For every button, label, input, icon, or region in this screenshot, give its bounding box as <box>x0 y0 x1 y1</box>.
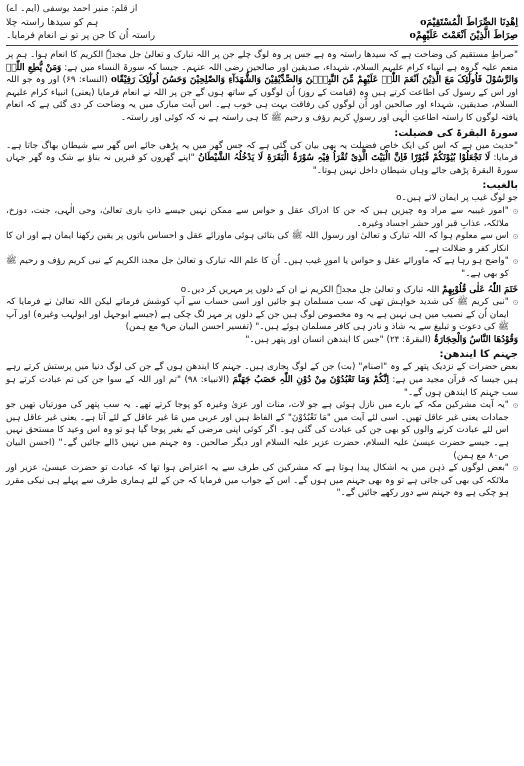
note-3-text: "واضح ہو رہا ہے کہ ماورائے عقل و حواس یا امورِ غیب ہیں۔ اُن کا علم اللہ تبارک و تعالیٰ جل مجدہٗ الکریم کے نبی کریم رؤف و رحیم ﷺ کو بھی ہے۔" <box>6 256 509 279</box>
anbiya-translation: "تم اور اللہ کے سوا جن کی تم عبادت کرتے ہو سب جہنم کا ایندھن ہوں گے۔" <box>6 375 518 398</box>
anbiya-reference: (الانبیاء: ۹۸) <box>184 375 230 386</box>
note-4-text: "نبی کریم ﷺ کی شدید خواہش تھی کہ سب مسلمان ہو جائیں اور اسی حساب سے آپ کوشش فرماتے لیکن اللہ تعالیٰ نے فرمایا کہ ایمان اُن کے نصیب میں ہی نہیں ہے یہ وہ مخصوص لوگ ہیں جن کے دلوں پر مہر لگ چکی ہے (جیسے ابوجہل اور ابولہب وغیرہ) اور آپ ﷺ کی دعوت و تبلیغ سے یہ شاذ و نادر ہی کافر مسلمان ہوئے ہیں۔" <box>6 297 509 333</box>
note-1-text: "امور غیبیہ سے مراد وہ چیزیں ہیں کہ جن کا ادراک عقل و حواس سے ممکن نہیں جیسے ذاتِ باری تعالیٰ، وحی الٰہی، جنت، دوزخ، ملائکہ، عذابِ قبر اور حشر اجساد وغیرہ۔ <box>6 205 509 229</box>
verse-1-arabic: اِھْدِنَا الصِّرَاطَ الْمُسْتَقِیْمَo <box>420 17 518 28</box>
verse-row-1 <box>6 16 518 29</box>
note-2-text: اس سے معلوم ہوا کہ اللہ تبارک و تعالیٰ اور رسول اللہ ﷺ کی بتائی ہوئی ماورائے عقل و احساس باتوں پر یقین رکھنا ایمان ہے اور ان کا انکار کفر و ضلالت ہے۔ <box>6 231 509 254</box>
note-item-6: ۞ "بعض لوگوں کے ذہن میں یہ اشکال پیدا ہوتا ہے کہ مشرکین کی طرف سے یہ اعتراض ہوا تھا کہ عبادت تو حضرت عیسیٰ، عزیر اور ملائکہ کی بھی کی جاتی ہے تو وہ بھی جہنم میں ہوں گے۔ اس کے جواب میں فرمایا کہ جن کے لئے ہماری طرف سے پہلے ہی نیکی مقرر ہو چکی ہے وہ جہنم سے دور رکھے جائیں گے۔" <box>6 463 518 499</box>
waqud-reference: (البقرۃ: ۲۴) <box>386 334 431 345</box>
waqud-arabic: وَقُوْدُھَا النَّاسُ وَالْحِجَارَۃُ <box>433 334 518 345</box>
note-item-5: ۞ "یہ آیت مشرکین مکہ کے بارے میں نازل ہوئی ہے جو لات، منات اور عزیٰ وغیرہ کو پوجا کرتے تھے۔ یہ سب پتھر کی مورتیاں تھیں جو جمادات یعنی غیر عاقل تھیں۔ اسی لئے آیت میں "مَا تَعْبُدُوْنَ" کے الفاظ ہیں اور عربی میں مَا غیر عاقل کے لئے آتا ہے۔ یعنی غیر عاقل ہیں اس لئے عبادت کرنے والوں کو بھی جن کی عبادت کی گئی ہو۔ اگر کوئی اپنی مرضی کے بغیر پوجا گیا ہو تو وہ اس وعید کا مستحق نہیں ہے۔ جیسے حضرت عیسیٰ علیہ السلام، حضرت عزیر علیہ السلام اور دیگر صالحین۔ وہ جہنم میں نہیں ڈالے جائیں گے۔" (احسن البیان ص۸۰ مع ہمن) <box>6 400 518 461</box>
note-4-reference: (تفسیر احسن البیان ص۹ مع ہمن) <box>125 322 253 333</box>
heading-baqarah: سورۃ البقرۃ کی فضیلت: <box>394 127 518 139</box>
nisa-verse-reference: (النساء: ۶۹) <box>62 75 108 86</box>
note-5-reference: (احسن البیان ص۸۰ مع ہمن) <box>6 438 509 461</box>
verse-1-translation: ہم کو سیدھا راستہ چلا <box>6 17 99 28</box>
heading-ghaib: بالغیب: <box>482 180 518 192</box>
hadith-arabic: لَا تَجْعَلُوْا بُیُوْتَکُمْ قُبُوْرًا فَاِنَّ الْبَیْتَ الَّذِیْ تُقْرَاُ فِیْہِ سُوْرَۃُ الْبَقَرَۃِ لَا یَدْخُلُہُ الشَّیْطَانُ <box>198 153 491 164</box>
verse-2-arabic: صِرَاطَ الَّذِیْنَ اَنْعَمْتَ عَلَیْھِمْo <box>409 30 518 41</box>
paragraph-waqud <box>6 334 518 347</box>
note-item-4: ۞ "نبی کریم ﷺ کی شدید خواہش تھی کہ سب مسلمان ہو جائیں اور اسی حساب سے آپ کوشش فرماتے لیکن اللہ تعالیٰ نے فرمایا کہ ایمان اُن کے نصیب میں ہی نہیں ہے یہ وہ مخصوص لوگ ہیں جن کے دلوں پر مہر لگ چکی ہے (جیسے ابوجہل اور ابولہب وغیرہ) اور آپ ﷺ کی دعوت و تبلیغ سے یہ شاذ و نادر ہی کافر مسلمان ہوئے ہیں۔" (تفسیر احسن البیان ص۹ مع ہمن) <box>6 297 518 333</box>
khatam-translation: اللہ تبارک و تعالیٰ جل مجدہٗ الکریم نے ان کے دلوں پر مہریں کر دیں۔o <box>180 284 440 295</box>
divider <box>6 45 518 46</box>
khatam-arabic: خَتَمَ اللّٰہُ عَلٰی قُلُوْبِھِمْ <box>442 284 518 295</box>
verse-2-translation: راستہ اُن کا جن پر تو نے انعام فرمایا۔ <box>6 30 156 41</box>
waqud-translation: "جس کا ایندھن انسان اور پتھر ہیں۔" <box>245 334 384 345</box>
note-item-3: ۞ "واضح ہو رہا ہے کہ ماورائے عقل و حواس یا امورِ غیب ہیں۔ اُن کا علم اللہ تبارک و تعالیٰ جل مجدہٗ الکریم کے نبی کریم رؤف و رحیم ﷺ کو بھی ہے۔" <box>6 256 518 279</box>
anbiya-verse-arabic: اِنَّکُمْ وَمَا تَعْبُدُوْنَ مِنْ دُوْنِ اللّٰہِ حَصَبُ جَھَنَّمَ <box>232 375 389 386</box>
heading-jahannam: جہنم کا ایندھن: <box>439 349 518 361</box>
paragraph-jahannam-text: بعض حضرات کے نزدیک پتھر کے وہ "اصنام" (بت) جن کے لوگ پجاری ہیں۔ جہنم کا ایندھن ہوں گے جن کی لوگ دنیا میں پرستش کرتے رہے ہیں جیسا کہ قرآن مجید میں ہے: <box>6 362 519 386</box>
hadith-translation: "اپنے گھروں کو قبریں نہ بناؤ بے شک وہ گھر جہاں سورۃ البقرۃ پڑھی جائے وہاں شیطان داخل نہیں ہوتا۔" <box>6 153 518 176</box>
paragraph-sirat-text: "صراطِ مستقیم کی وضاحت ہے کہ سیدھا راستہ وہ ہے جس پر وہ لوگ چلے جن پر اللہ تبارک و تعالیٰ جل مجدہٗ الکریم کا انعام ہوا۔ ہم پر منعم علیہ گروہ ہے انبیاء کرام علیہم السلام، شہداء، صدیقین اور صالحین رضی اللہ عنہم۔ جیسا کہ سورۃ النساء میں ہے: <box>6 50 518 73</box>
verse-row-2 <box>6 29 518 42</box>
paragraph-khatam <box>6 284 518 297</box>
note-6-text: "بعض لوگوں کے ذہن میں یہ اشکال پیدا ہوتا ہے کہ مشرکین کی طرف سے یہ اعتراض ہوا تھا کہ عبادت تو حضرت عیسیٰ، عزیر اور ملائکہ کی بھی کی جاتی ہے تو وہ بھی جہنم میں ہوں گے۔ اس کے جواب میں فرمایا کہ جن کے لئے ہماری طرف سے پہلے ہی نیکی مقرر ہو چکی ہے وہ جہنم سے دور رکھے جائیں گے۔" <box>6 463 509 499</box>
paragraph-nisa-translation: اور وہ جو اللہ اور اس کے رسول کی اطاعت کرتے ہیں وہ (قیامت کے روز) اُن لوگوں کے ساتھ ہوں گے جن پر اللہ نے انعام فرمایا (یعنی) انبیاء کرام علیہم السلام، صدیقین، شہداء اور صالحین اور اُن لوگوں کی رفاقت بہت ہی خوب ہے۔ اس آیت مبارک میں یہ وضاحت کر دی گئی ہے کہ انعام یافتہ لوگوں کا راستہ اطاعتِ الٰہی اور رسولِ کریم رؤف و رحیم ﷺ کا ہی راستہ ہے نہ کہ کوئی اور راستہ۔ <box>6 75 518 123</box>
note-5-text: "یہ آیت مشرکین مکہ کے بارے میں نازل ہوئی ہے جو لات، منات اور عزیٰ وغیرہ کو پوجا کرتے تھے۔ یہ سب پتھر کی مورتیاں تھیں جو جمادات یعنی غیر عاقل تھیں۔ اسی لئے آیت میں "مَا تَعْبُدُوْنَ" کے الفاظ ہیں اور عربی میں مَا غیر عاقل کے لئے آتا ہے۔ یعنی غیر عاقل ہیں اس لئے عبادت کرنے والوں کو بھی جن کی عبادت کی گئی ہو۔ اگر کوئی اپنی مرضی کے بغیر پوجا گیا ہو تو وہ اس وعید کا مستحق نہیں ہے۔ جیسے حضرت عیسیٰ علیہ السلام، حضرت عزیر علیہ السلام اور دیگر صالحین۔ وہ جہنم میں نہیں ڈالے جائیں گے۔" <box>6 400 509 449</box>
paragraph-ghaib: جو لوگ غیب پر ایمان لاتے ہیں۔o <box>396 193 518 204</box>
paragraph-sirat <box>6 49 518 125</box>
nisa-verse-arabic: وَمَنْ یُّطِعِ اللّٰہَ وَالرَّسُوْلَ فَاُولٰٓئِکَ مَعَ الَّذِیْنَ اَنْعَمَ اللّٰہُ عَلَیْھِمْ مِّنَ النَّبِیّٖنَ وَالصِّدِّیْقِیْنَ وَالشُّھَدَآءِ وَالصّٰلِحِیْنَ وَحَسُنَ اُولٰٓئِکَ رَفِیْقًاo <box>6 62 519 86</box>
note-item-2: ۞ اس سے معلوم ہوا کہ اللہ تبارک و تعالیٰ اور رسول اللہ ﷺ کی بتائی ہوئی ماورائے عقل و احساس باتوں پر یقین رکھنا ایمان ہے اور ان کا انکار کفر و ضلالت ہے۔ <box>6 231 518 254</box>
paragraph-baqarah-text: "حدیث میں ہے کہ اس کی ایک خاص فضیلت یہ بھی بیان کی گئی ہے کہ جس گھر میں یہ پڑھی جائے اس گھر سے شیطان بھاگ جاتا ہے۔ فرمایا: <box>6 140 519 164</box>
paragraph-baqarah <box>6 140 518 178</box>
paragraph-jahannam <box>6 361 518 399</box>
note-item-1: ۞ "امور غیبیہ سے مراد وہ چیزیں ہیں کہ جن کا ادراک عقل و حواس سے ممکن نہیں جیسے ذاتِ باری تعالیٰ، وحی الٰہی، جنت، دوزخ، ملائکہ، عذابِ قبر اور حشر اجساد وغیرہ۔ <box>6 205 518 229</box>
author-byline: از قلم: منیر احمد یوسفی (ایم۔ اے) <box>6 4 138 14</box>
